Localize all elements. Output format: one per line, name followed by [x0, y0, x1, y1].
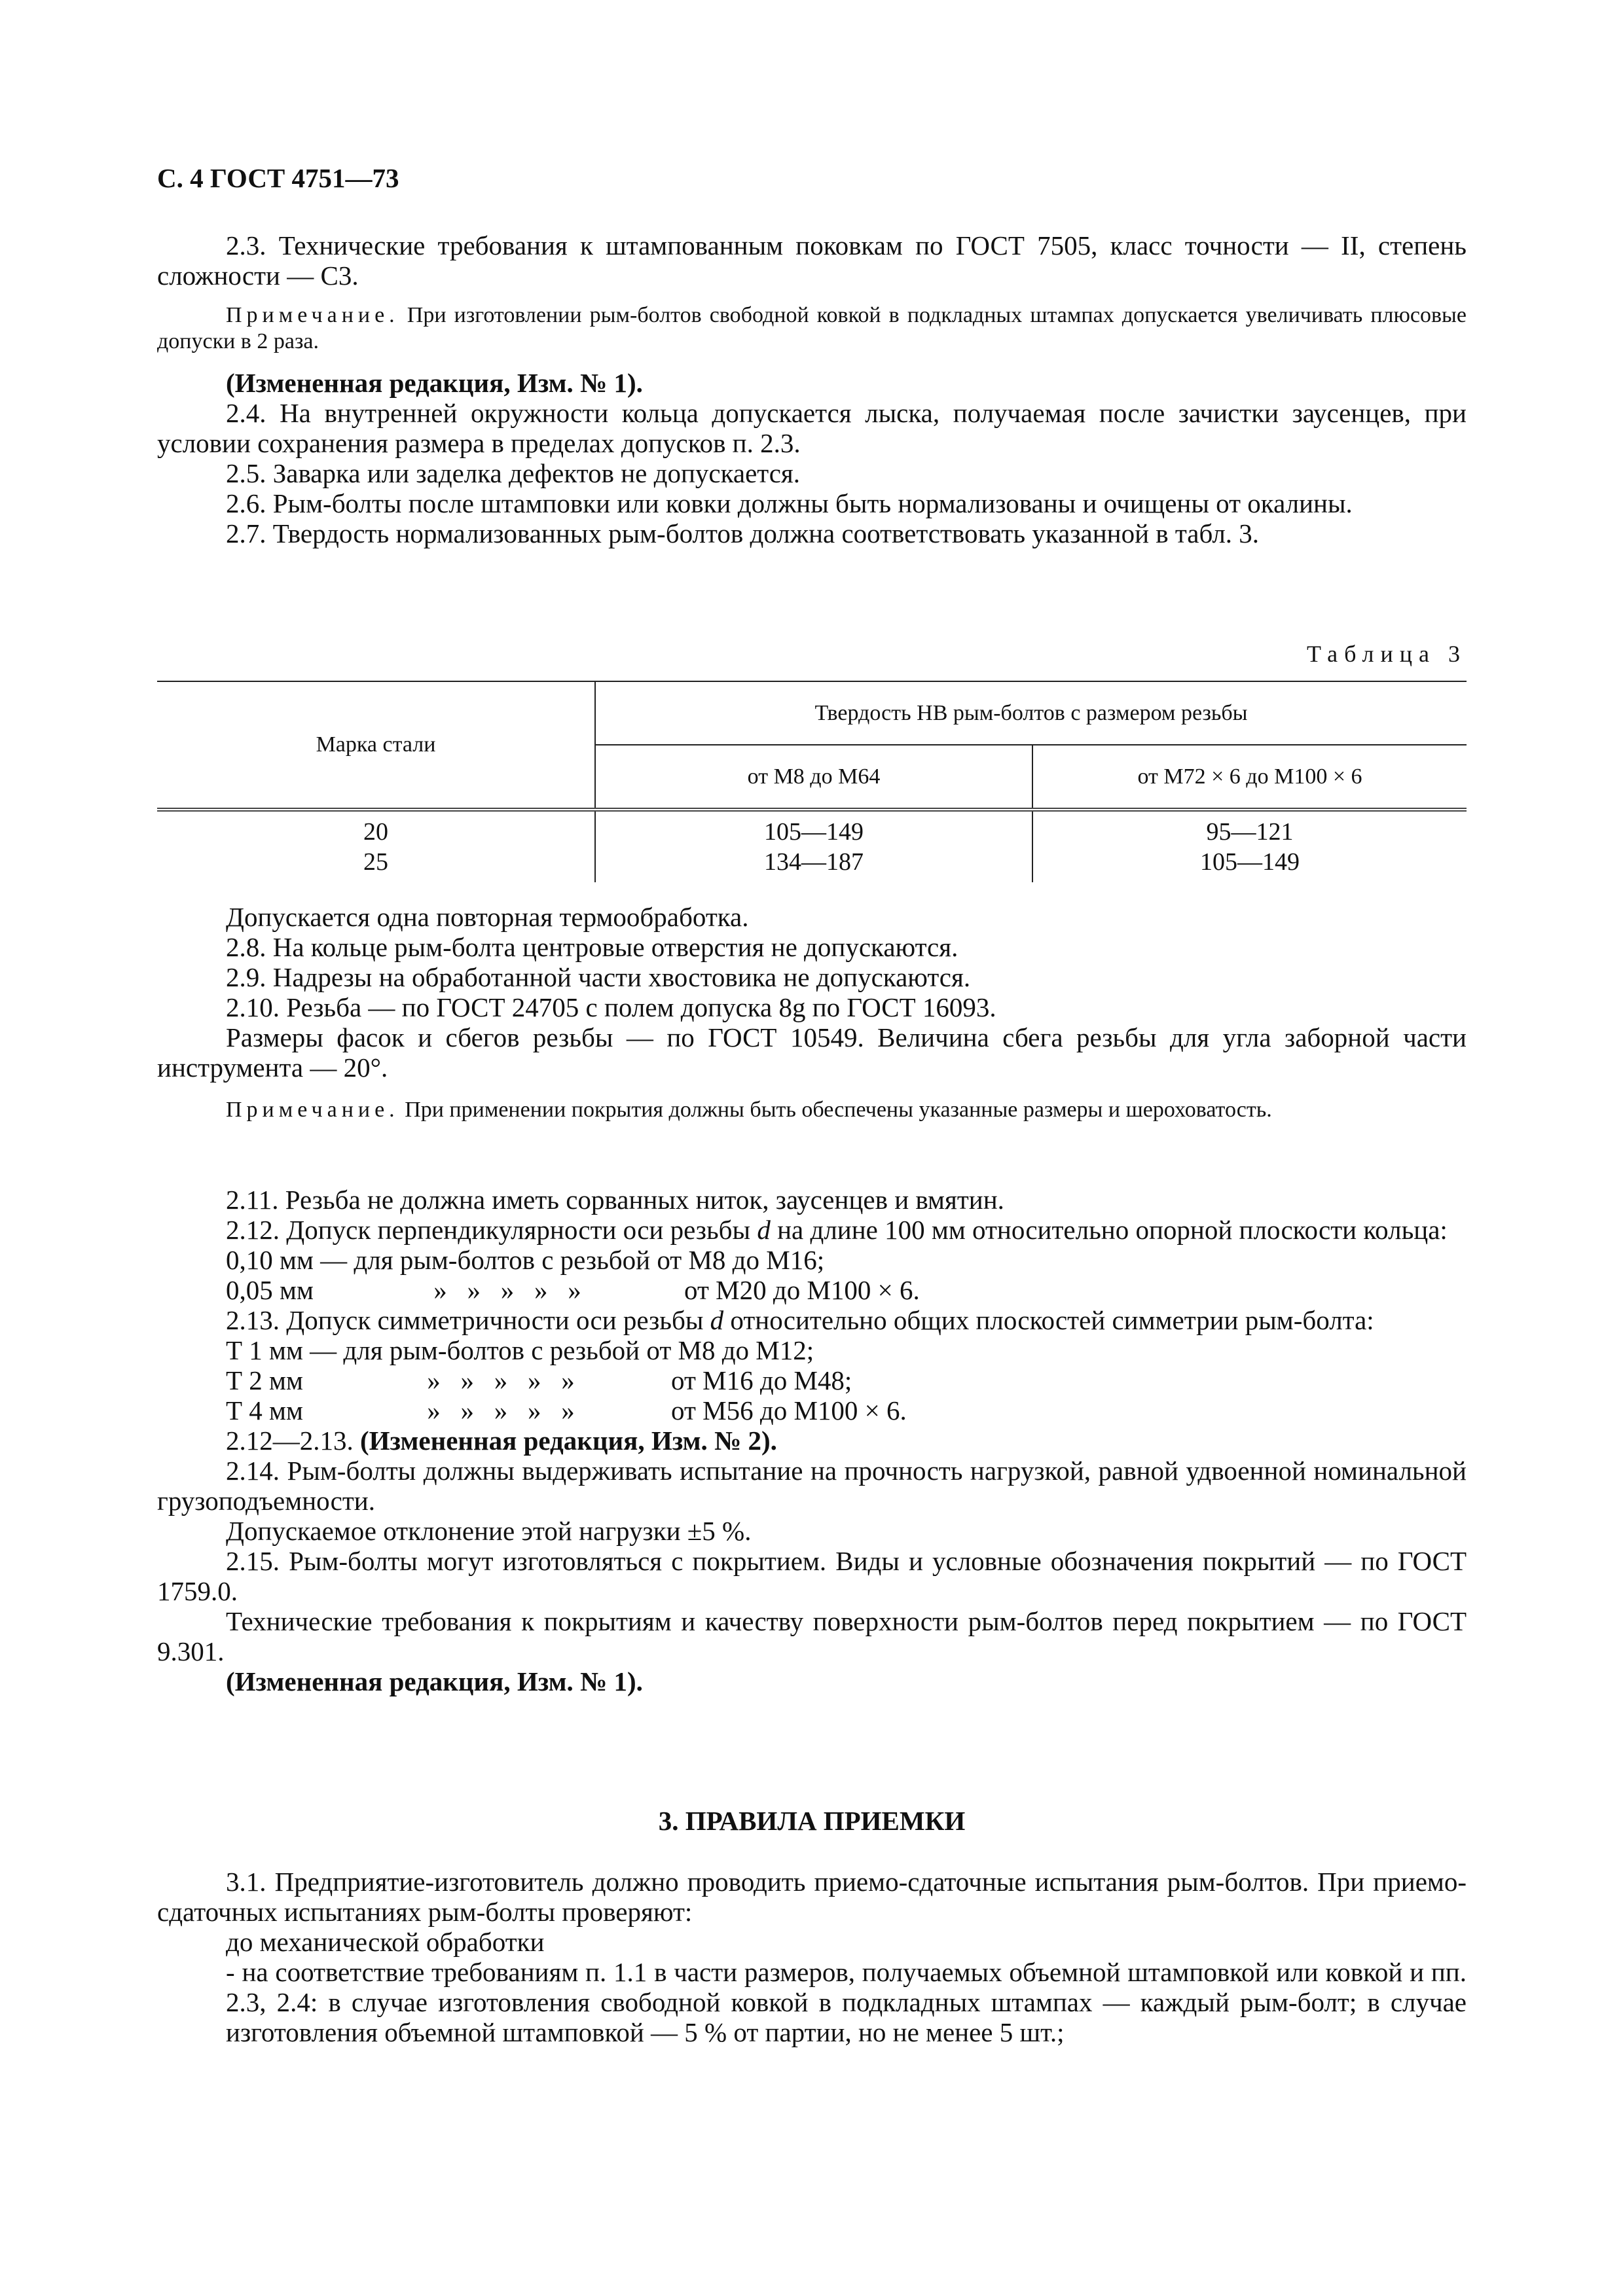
value: Т 4 мм [226, 1395, 303, 1426]
clause-2-8: 2.8. На кольце рым-болта центровые отверстия не допускаются. [226, 932, 958, 962]
clause-2-11: 2.11. Резьба не должна иметь сорванных ниток, заусенцев и вмятин. [226, 1185, 1004, 1215]
clause-2-6: 2.6. Рым-болты после штамповки или ковки должны быть нормализованы и очищены от окалины. [226, 488, 1353, 518]
before-machining: до механической обработки [226, 1927, 545, 1957]
range: от М20 до М100 × 6. [684, 1275, 920, 1305]
subheader-m72-m100: от М72 × 6 до М100 × 6 [1032, 745, 1467, 808]
hardness-table [157, 681, 1467, 882]
clause-2-9: 2.9. Надрезы на обработанной части хвостовика не допускаются. [226, 962, 971, 992]
revision-note-2 [157, 1426, 1467, 1456]
revision-text: (Измененная редакция, Изм. № 1). [226, 368, 643, 398]
revision-text: (Измененная редакция, Изм. № 1). [226, 1666, 643, 1696]
column-header-hardness: Твердость НВ рым-болтов с размером резьбы [595, 681, 1467, 745]
table-caption: Таблица 3 [1307, 641, 1467, 667]
column-header-steel: Марка стали [157, 681, 595, 808]
ditto-marks: » » » » » [427, 1365, 575, 1395]
dash-item: - на соответствие требованиям п. 1.1 в части размеров, получаемых объемной штамповкой или ковкой и пп. 2.3, 2.4: в случае изготовления свободной ковкой в подкладных штампах — каждый рым-болт; в случае изготовления объемной штамповкой — 5 % от партии, но не менее 5 шт.; [226, 1957, 1467, 2047]
symbol-d: d [757, 1215, 771, 1245]
cell-steel: 25 [157, 847, 595, 882]
note-2 [157, 1097, 1467, 1123]
clause-2-7: 2.7. Твердость нормализованных рым-болтов должна соответствовать указанной в табл. 3. [226, 518, 1260, 548]
clause-2-10: 2.10. Резьба — по ГОСТ 24705 с полем допуска 8g по ГОСТ 16093. [226, 992, 996, 1022]
revision-note-3 [157, 1666, 1467, 1696]
clause-text: на длине 100 мм относительно опорной плоскости кольца: [770, 1215, 1448, 1245]
clause-3-1: 3.1. Предприятие-изготовитель должно проводить приемо-сдаточные испытания рым-болтов. При приемо-сдаточных испытаниях рым-болты проверяют: [157, 1867, 1467, 1927]
clause-2-3: 2.3. Технические требования к штампованным поковкам по ГОСТ 7505, класс точности — II, степень сложности — С3. [157, 230, 1467, 291]
clause-2-15: 2.15. Рым-болты могут изготовляться с покрытием. Виды и условные обозначения покрытий — по ГОСТ 1759.0. [157, 1546, 1467, 1606]
cell-hardness-a: 134—187 [595, 847, 1032, 882]
note-text: При применении покрытия должны быть обеспечены указанные размеры и шероховатость. [399, 1098, 1272, 1122]
revision-text: (Измененная редакция, Изм. № 2). [360, 1426, 777, 1456]
clause-2-13 [157, 1305, 1467, 1335]
load-deviation: Допускаемое отклонение этой нагрузки ±5 %. [226, 1516, 752, 1546]
clause-text: относительно общих плоскостей симметрии рым-болта: [723, 1305, 1374, 1335]
subheader-m8-m64: от М8 до М64 [595, 745, 1032, 808]
revision-note-1 [157, 368, 1467, 398]
note-label: Примечание. [226, 303, 399, 327]
range: от М56 до М100 × 6. [671, 1395, 907, 1426]
section-3-block [157, 1867, 1467, 2047]
clause-2-12 [157, 1215, 1467, 1245]
value: 0,05 мм [226, 1275, 314, 1305]
clause-2-5: 2.5. Заварка или заделка дефектов не допускается. [226, 458, 800, 488]
section-2-block-2 [157, 902, 1467, 1123]
range: от М16 до М48; [671, 1365, 852, 1395]
section-2-block-1 [157, 230, 1467, 548]
table-row [157, 810, 1467, 847]
section-3-heading: 3. ПРАВИЛА ПРИЕМКИ [658, 1806, 966, 1836]
clause-2-14: 2.14. Рым-болты должны выдерживать испытание на прочность нагрузкой, равной удвоенной номинальной грузоподъемности. [157, 1456, 1467, 1516]
perpendicularity-line-1: 0,10 мм — для рым-болтов с резьбой от М8 до М16; [226, 1245, 825, 1275]
repeat-heat-treatment: Допускается одна повторная термообработка. [226, 902, 749, 932]
clause-text: 2.12. Допуск перпендикулярности оси резьбы [226, 1215, 757, 1245]
symmetry-line-2 [157, 1365, 1467, 1395]
ditto-marks: » » » » » [433, 1275, 581, 1305]
cell-steel: 20 [157, 810, 595, 847]
ditto-marks: » » » » » [427, 1395, 575, 1426]
table-row [157, 847, 1467, 882]
symmetry-line-3 [157, 1395, 1467, 1426]
note-label: Примечание. [226, 1098, 399, 1122]
note-1 [157, 302, 1467, 355]
cell-hardness-b: 95—121 [1206, 818, 1294, 846]
section-2-block-3 [157, 1185, 1467, 1696]
note-text: При изготовлении рым-болтов свободной ковкой в подкладных штампах допускается увеличивать плюсовые допуски в 2 раза. [157, 303, 1467, 353]
cell-hardness-a: 105—149 [595, 810, 1032, 847]
clause-range: 2.12—2.13. [226, 1426, 360, 1456]
perpendicularity-line-2 [157, 1275, 1467, 1305]
symbol-d: d [710, 1305, 724, 1335]
cell-hardness-b: 105—149 [1200, 848, 1300, 876]
chamfer-text: Размеры фасок и сбегов резьбы — по ГОСТ 10549. Величина сбега резьбы для угла заборной части инструмента — 20°. [157, 1022, 1467, 1083]
clause-text: 2.13. Допуск симметричности оси резьбы [226, 1305, 710, 1335]
clause-2-4: 2.4. На внутренней окружности кольца допускается лыска, получаемая после зачистки заусенцев, при условии сохранения размера в пределах допусков п. 2.3. [157, 398, 1467, 458]
coating-requirements: Технические требования к покрытиям и качеству поверхности рым-болтов перед покрытием — по ГОСТ 9.301. [157, 1606, 1467, 1666]
value: Т 2 мм [226, 1365, 303, 1395]
symmetry-line-1: Т 1 мм — для рым-болтов с резьбой от М8 до М12; [226, 1335, 814, 1365]
page-header: С. 4 ГОСТ 4751—73 [157, 163, 399, 193]
